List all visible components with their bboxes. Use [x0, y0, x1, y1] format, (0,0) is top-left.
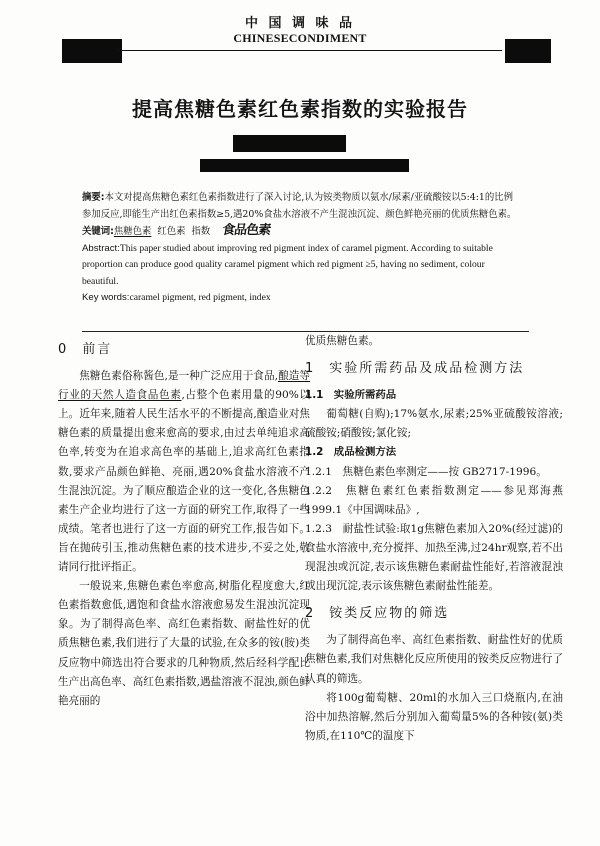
intro-text-b: ,占整个色素用量的90%以上。近年来,随着人民生活水平的不断提高,酿造业对焦糖色素的质量提出愈来愈高的要求,由过去单纯追求高色率,转变为在追求高色率的基础上,追求高红色素指数,要求产品颜色鲜艳、亮丽,遇20%食盐水溶液不产生混浊沉淀。为了顺应酿造企业的这一变化,各焦糖色素生产企业均进行了这一方面的研究工作,取得了一些成绩。笔者也进行了这一方面的研究工作,报告如下。旨在抛砖引玉,推动焦糖色素的技术进步,不妥之处,敬请同行批评指正。	[58, 389, 310, 574]
keywords-en	[82, 290, 522, 307]
subsection-1-1-text: 葡萄糖(自购);17%氨水,尿素;25%亚硫酸铵溶液;硫酸铵;硝酸铵;氯化铵;	[305, 408, 563, 440]
keywords-text-en: caramel pigment, red pigment, index	[129, 292, 271, 303]
section-2-paragraph-2: 将100g葡萄糖、20ml的水加入三口烧瓶内,在油浴中加热溶解,然后分别加入葡萄量5%的各种铵(氨)类物质,在110℃的温度下	[305, 691, 563, 742]
keyword-3: 指数	[191, 226, 211, 237]
section-2-title: 铵类反应物的筛选	[329, 606, 450, 622]
abstract-en	[82, 241, 522, 291]
keywords-label-cn: 关键词:	[82, 226, 114, 237]
subsection-1-2-heading: 1.2 成品检测方法	[305, 446, 397, 459]
section-1-heading	[305, 359, 563, 378]
intro-underlined-phrase: 酿造等行业的天然人造食品色素	[58, 370, 311, 402]
paper-title: 提高焦糖色素红色素指数的实验报告	[132, 97, 468, 121]
abstract-block	[82, 190, 522, 307]
intro-paragraph-1	[58, 367, 310, 577]
section-0-title: 前言	[82, 342, 113, 357]
subsection-1-2-2: 1.2.2 焦糖色素红色素指数测定——参见郑海燕1999.1《中国调味品》,	[305, 484, 563, 516]
section-2-number: 2	[305, 606, 316, 622]
abstract-text-en: This paper studied about improving red pigment index of caramel pigment. According to suitable proportion can produce good quality caramel pigment which red pigment ≥5, having no sediment, colour beautiful.	[82, 242, 493, 287]
keywords-label-en: Key words:	[82, 292, 130, 303]
redaction-block-header-left	[62, 39, 122, 63]
keyword-1: 焦糖色素	[113, 226, 152, 237]
abstract-cn	[82, 190, 522, 223]
journal-name-cn: 中 国 调 味 品	[244, 16, 356, 31]
continued-text: 优质焦糖色素。	[305, 335, 380, 347]
section-2-heading	[305, 604, 563, 623]
section-1-number: 1	[305, 361, 316, 377]
intro-text-a: 焦糖色素俗称酱色,是一种广泛应用于食品,	[79, 370, 278, 383]
right-column	[305, 332, 563, 746]
subsection-1-1-heading: 1.1 实验所需药品	[305, 389, 397, 402]
subsection-1-2-1: 1.2.1 焦糖色素色率测定——按 GB2717-1996。	[305, 465, 547, 478]
section-0-number: 0	[58, 342, 69, 357]
keyword-2: 红色素	[157, 226, 186, 237]
section-2-paragraph-1: 为了制得高色率、高红色素指数、耐盐性好的优质焦糖色素,我们对焦糖化反应所使用的铵类反应物进行了认真的筛选。	[305, 634, 563, 685]
redaction-block-affiliation	[200, 159, 409, 172]
abstract-label-en: Abstract:	[82, 242, 120, 254]
section-0-heading	[58, 340, 310, 359]
redaction-block-author	[233, 135, 346, 152]
handwritten-annotation: 食品色素	[221, 223, 272, 238]
section-1-title: 实验所需药品及成品检测方法	[329, 361, 525, 377]
keywords-cn	[82, 223, 522, 241]
journal-name-en: CHINESECONDIMENT	[233, 31, 367, 45]
abstract-text-cn: 本文对提高焦糖色素红色素指数进行了深入讨论,认为铵类物质以氨水/尿素/亚硫酸铵以5:4:1的比例参加反应,即能生产出红色素指数≥5,遇20%食盐水溶液不产生混浊沉淀、颜色鲜艳亮丽的优质焦糖色素。	[82, 192, 517, 220]
intro-paragraph-2: 一般说来,焦糖色素色率愈高,树脂化程度愈大,红色素指数愈低,遇饱和食盐水溶液愈易发生混浊沉淀现象。为了制得高色率、高红色素指数、耐盐性好的优质焦糖色素,我们进行了大量的试验,在众多的铵(胺)类反应物中筛选出符合要求的几种物质,然后经科学配比生产出高色率、高红色素指数,遇盐溶液不混浊,颜色鲜艳亮丽的	[58, 580, 310, 707]
subsection-1-2-3: 1.2.3 耐盐性试验:取1g焦糖色素加入20%(经过滤)的食盐水溶液中,充分搅拌、加热至沸,过24hr观察,若不出现混浊或沉淀,表示该焦糖色素耐盐性能好,若溶液混浊或出现沉淀,表示该焦糖色素耐盐性能差。	[305, 522, 563, 593]
left-column	[58, 332, 310, 711]
header-rule	[116, 50, 502, 51]
redaction-block-header-right	[505, 39, 551, 63]
abstract-label-cn: 摘要:	[82, 192, 105, 203]
